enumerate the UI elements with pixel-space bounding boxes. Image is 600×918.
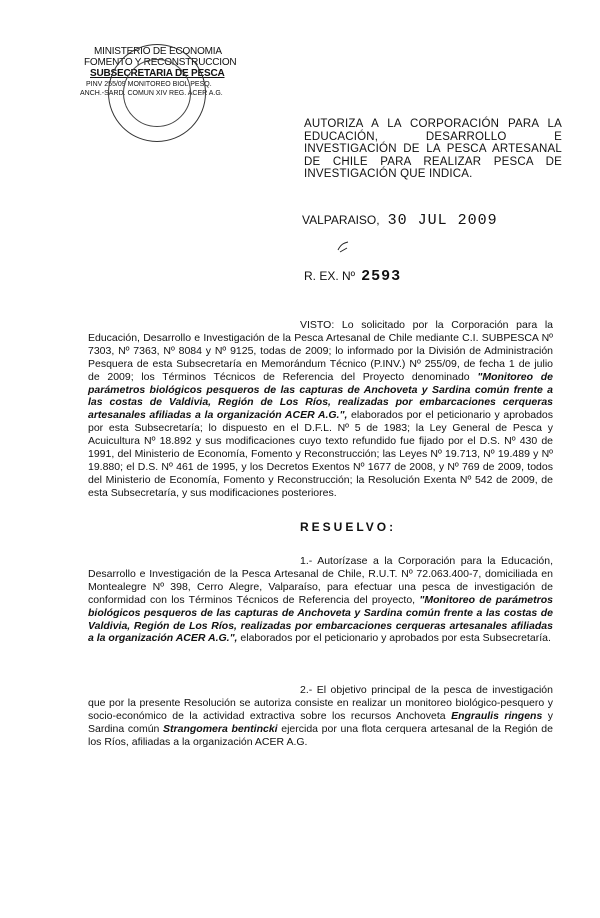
item-2-paragraph bbox=[88, 684, 553, 749]
reference-subject: ANCH.-SARD. COMUN XIV REG. ACER A.G. bbox=[80, 90, 223, 97]
date-line bbox=[302, 212, 498, 229]
date-value: 30 JUL 2009 bbox=[387, 212, 498, 229]
document-title: AUTORIZA A LA CORPORACIÓN PARA LA EDUCACIÓN, DESARROLLO E INVESTIGACIÓN DE LA PESCA ARTESANAL DE CHILE PARA REALIZAR PESCA DE INVESTIGACIÓN QUE INDICA. bbox=[304, 118, 562, 180]
undersecretariat-name: SUBSECRETARIA DE PESCA bbox=[90, 68, 225, 79]
visto-paragraph bbox=[88, 319, 553, 500]
ministry-subname: FOMENTO Y RECONSTRUCCION bbox=[84, 57, 237, 68]
reference-code: PINV 255/09 MONITOREO BIOL PESQ. bbox=[86, 81, 212, 88]
official-seal bbox=[108, 44, 206, 142]
resolution-number-line bbox=[304, 268, 401, 285]
item-1-intro: 1.- Autorízase a la Corporación para la Educación, Desarrollo e Investigación de la Pesca Artesanal de Chile, R.U.T. Nº 72.063.400-7, domiciliada en Montealegre Nº 398, Cerro Alegre, Valparaíso, para efectuar una pesca de investigación de conformidad con los Términos Técnicos de Referencia del proyecto, bbox=[88, 555, 553, 606]
visto-rest: elaborados por el peticionario y aprobados por esta Subsecretaría; lo dispuesto en el D.F.L. Nº 5 de 1983; la Ley General de Pesca y Acuicultura Nº 18.892 y sus modificaciones cuyo texto refundido fue fijado por el D.S. Nº 430 de 1991, del Ministerio de Economía, Fomento y Reconstrucción; las Leyes Nº 19.713, Nº 19.489 y Nº 19.880; el D.S. Nº 461 de 1995, y los Decretos Exentos Nº 1677 de 2008, y Nº 769 de 2009, todos del Ministerio de Economía, Fomento y Reconstrucción; la Resolución Exenta Nº 542 de 2009, de esta Subsecretaría, y sus modificaciones posteriores. bbox=[88, 409, 553, 499]
item-1-project-title: "Monitoreo de parámetros biológicos pesqueros de las capturas de Anchoveta y Sardina común frente a las costas de Valdivia, Región de Los Ríos, realizadas por embarcaciones cerqueras artesanales afiliadas a la organización ACER A.G.", bbox=[88, 593, 553, 645]
item-2-mid: y Sardina común bbox=[88, 709, 553, 735]
resuelvo-heading: RESUELVO: bbox=[300, 520, 397, 534]
visto-project-title: "Monitoreo de parámetros biológicos pesqueros de las capturas de Anchoveta y Sardina común frente a las costas de Valdivia, Región de Los Ríos, realizadas por embarcaciones cerqueras artesanales afiliadas a la organización ACER A.G.", bbox=[88, 370, 554, 422]
ministry-name: MINISTERIO DE ECONOMIA bbox=[94, 46, 222, 57]
item-1-rest: elaborados por el peticionario y aprobados por esta Subsecretaría. bbox=[237, 632, 551, 645]
handwritten-mark-icon bbox=[336, 240, 350, 254]
item-2-rest: ejercida por una flota cerquera artesanal de la Región de los Ríos, afiliadas a la organización ACER A.G. bbox=[88, 722, 553, 748]
resolution-number: 2593 bbox=[361, 268, 402, 285]
item-2-species-1: Engraulis ringens bbox=[451, 709, 543, 722]
seal-inner-ring bbox=[123, 59, 191, 127]
date-place: VALPARAISO, bbox=[302, 213, 380, 227]
item-2-species-2: Strangomera bentincki bbox=[163, 722, 278, 735]
visto-intro: VISTO: Lo solicitado por la Corporación para la Educación, Desarrollo e Investigación de la Pesca Artesanal de Chile mediante C.I. SUBPESCA Nº 7303, Nº 7363, Nº 8084 y Nº 9125, todas de 2009; lo informado por la División de Administración Pesquera de esta Subsecretaría en Memorándum Técnico (P.INV.) Nº 255/09, de fecha 1 de julio de 2009; los Términos Técnicos de Referencia del Proyecto denominado bbox=[88, 319, 553, 383]
item-1-paragraph bbox=[88, 555, 553, 645]
item-2-intro: 2.- El objetivo principal de la pesca de investigación que por la presente Resolución se autoriza consiste en realizar un monitoreo biológico-pesquero y socio-económico de la actividad extractiva sobre los recursos Anchoveta bbox=[88, 684, 553, 722]
resolution-label: R. EX. Nº bbox=[304, 269, 356, 283]
